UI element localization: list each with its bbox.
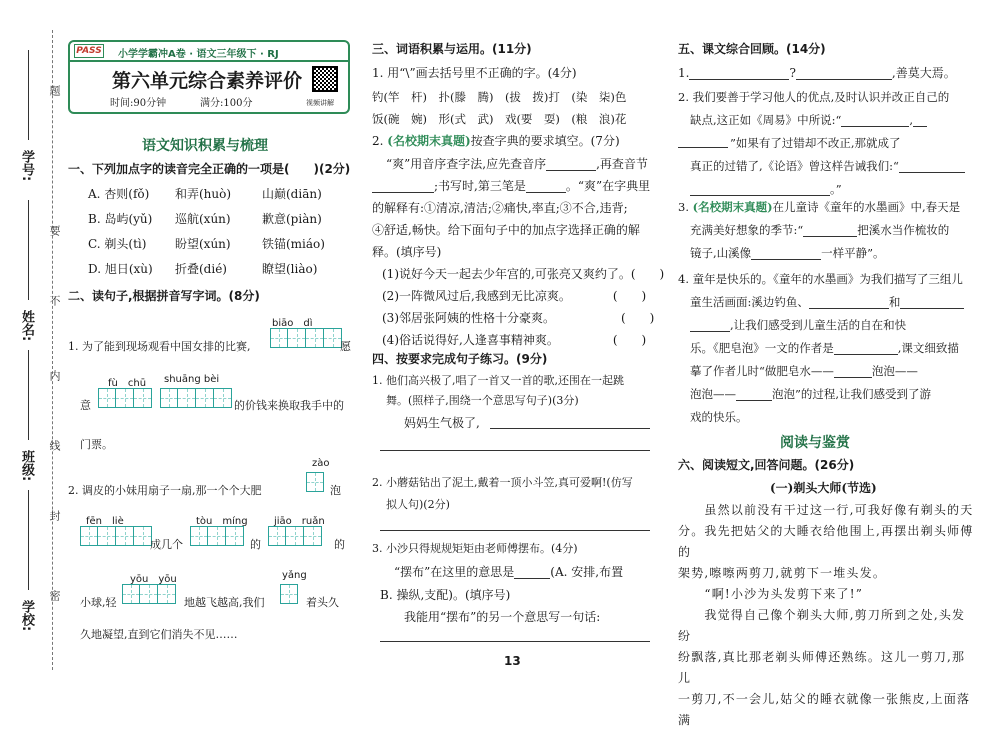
pinyin: zào [312, 458, 330, 469]
answer-blank[interactable] [526, 181, 566, 193]
answer-blank[interactable] [514, 567, 550, 579]
q5-2a: 2. 我们要善于学习他人的优点,及时认识并改正自己的 [678, 90, 950, 104]
q5-4i [690, 387, 931, 401]
video-label: 视频讲解 [306, 99, 334, 107]
writing-grid[interactable] [190, 526, 244, 546]
q1-option-a-word: 山巅(diān) [262, 187, 322, 201]
q5-3a: 3. (名校期末真题)在儿童诗《童年的水墨画》中,春天是 [678, 200, 961, 214]
class-label: 班级: [19, 450, 34, 482]
answer-blank[interactable] [834, 343, 898, 355]
text: “摆布”在这里的意思是 [394, 565, 515, 579]
q4-1c: 妈妈生气极了, [404, 416, 480, 430]
answer-line[interactable] [380, 641, 650, 642]
part-title-knowledge: 语文知识积累与梳理 [142, 138, 268, 154]
q3-2-item[interactable]: (4)俗话说得好,人逢喜事精神爽。 ( ) [382, 333, 647, 347]
q1-option-b-word: 巡航(xún) [175, 212, 231, 226]
answer-blank[interactable] [841, 115, 909, 127]
id-label: 学号: [19, 150, 34, 182]
q5-4e [690, 341, 959, 355]
q3-1-row[interactable]: 钓(竿 杆) 扑(滕 腾) (拔 拨)打 (染 柒)色 [372, 90, 627, 104]
binding-line [52, 30, 53, 670]
name-line[interactable] [28, 200, 29, 300]
q2-s1-text: 愿 [340, 340, 351, 353]
text: 1. [678, 66, 690, 80]
text: 真正的过错了,《论语》曾这样告诫我们:“ [690, 159, 899, 173]
answer-blank[interactable] [372, 181, 434, 193]
q2-s2-text: 成几个 [150, 538, 183, 551]
text: 。” [830, 182, 842, 196]
text: 缺点,这正如《周易》中所说:“ [690, 113, 842, 127]
text: 一样平静”。 [821, 246, 885, 260]
passage-line: 我觉得自己像个剃头大师,剪刀所到之处,头发纷 [678, 608, 966, 643]
passage-line: 分。我先把姑父的大睡衣给他围上,再摆出剃头师傅的 [678, 524, 974, 559]
q4-1b: 舞。(照样子,围绕一个意思写句子)(3分) [386, 394, 579, 407]
writing-grid[interactable] [122, 584, 176, 604]
q3-title: 三、词语积累与运用。(11分) [372, 42, 532, 56]
writing-grid[interactable] [98, 388, 152, 408]
q1-option-d[interactable]: D. 旭日(xù) [88, 262, 153, 276]
seal-char: 密 [48, 590, 61, 601]
text: “爽”用音序查字法,应先查音序 [386, 157, 547, 171]
text: ;书写时,第三笔是 [434, 179, 526, 193]
q2-title: 二、读句子,根据拼音写字词。(8分) [68, 289, 260, 303]
text: ,善莫大焉。 [891, 66, 956, 80]
q2-s2-text: 的 [250, 538, 261, 551]
q2-s1-text: 的价钱来换取我手中的 [234, 399, 344, 412]
answer-line[interactable] [678, 147, 728, 148]
q2-s2-text: 着头久 [306, 596, 339, 609]
text: 泡泡—— [871, 364, 918, 378]
q5-2e [690, 182, 842, 196]
text: (A. 安排,布置 [550, 565, 624, 579]
q4-2b: 拟人句)(2分) [386, 498, 450, 511]
q4-3d: B. 操纵,支配)。(填序号) [380, 588, 511, 602]
q3-1-row[interactable]: 饭(碗 婉) 形(式 武) 戏(要 耍) (粮 浪)花 [372, 112, 627, 126]
q6-title: 六、阅读短文,回答问题。(26分) [678, 458, 855, 472]
full-score: 满分:100分 [200, 98, 253, 109]
writing-grid[interactable] [306, 472, 324, 492]
q1-option-a[interactable]: A. 杏则(fǒ) [88, 187, 150, 201]
q5-1 [678, 66, 956, 80]
q1-option-b[interactable]: B. 岛屿(yǔ) [88, 212, 153, 226]
answer-blank[interactable] [834, 366, 872, 378]
seal-char: 内 [48, 370, 61, 381]
pinyin: fēn liè [86, 516, 124, 527]
q5-2b: 缺点,这正如《周易》中所说:“ , [690, 113, 927, 127]
answer-blank[interactable] [736, 389, 772, 401]
seal-char: 题 [48, 85, 61, 96]
header-rule [70, 60, 348, 62]
exam-tag: (名校期末真题) [387, 134, 471, 148]
seal-char: 封 [48, 510, 61, 521]
header-box [68, 40, 350, 114]
answer-blank[interactable] [803, 225, 857, 237]
q3-2-item[interactable]: (1)说好今天一起去少年宫的,可张亮又爽约了。( ) [382, 267, 665, 281]
writing-grid[interactable] [80, 526, 152, 546]
q1-option-b-word: 歉意(piàn) [262, 212, 322, 226]
passage-line: “啊!小沙为头发剪下来了!” [678, 587, 864, 601]
q5-3b [690, 223, 949, 237]
q2-s1-text: 1. 为了能到现场观看中国女排的比赛, [68, 340, 251, 353]
q5-3d [690, 246, 885, 260]
page-number: 13 [504, 654, 521, 668]
answer-blank[interactable] [796, 68, 892, 80]
pinyin: tòu míng [196, 516, 248, 527]
q3-2-item[interactable]: (3)邻居张阿姨的性格十分豪爽。 ( ) [382, 311, 655, 325]
text: 童生活画面:溪边钓鱼、 [690, 295, 809, 309]
q2-s2-text: 泡 [330, 484, 341, 497]
exam-tag: (名校期末真题) [692, 200, 773, 214]
q4-3e: 我能用“摆布”的另一个意思写一句话: [404, 610, 601, 624]
q1-option-a-word: 和弄(huò) [175, 187, 232, 201]
q3-2-line: 2. (名校期末真题)按查字典的要求填空。(7分) [372, 134, 620, 148]
q5-2d [690, 159, 965, 173]
class-line[interactable] [28, 350, 29, 440]
q3-2-text: 按查字典的要求填空。(7分) [470, 134, 620, 148]
q2-s2-text: 2. 调皮的小妹用扇子一扇,那一个个大肥 [68, 484, 262, 497]
name-label: 姓名: [19, 310, 34, 342]
q4-3a: 3. 小沙只得规规矩矩由老师傅摆布。(4分) [372, 542, 578, 555]
id-line[interactable] [28, 50, 29, 140]
text: 把溪水当作梳妆的 [857, 223, 950, 237]
q5-4d [690, 318, 906, 332]
q5-2c: ”如果有了过错却不改正,那就成了 [730, 136, 901, 150]
q3-2-l4: ④舒适,畅快。给下面句子中的加点字选择正确的解 [372, 223, 640, 237]
q1-option-c-word: 铁锚(miáo) [262, 237, 325, 251]
text: ? [789, 66, 796, 80]
seal-char: 要 [48, 225, 61, 236]
passage-line: 虽然以前没有干过这一行,可我好像有剃头的天 [678, 503, 974, 517]
passage-line: 架势,嚓嚓两剪刀,就剪下一堆头发。 [678, 566, 887, 580]
q2-s1-text: 意 [80, 399, 91, 412]
time-limit: 时间:90分钟 [110, 98, 167, 109]
pinyin: biāo dì [272, 318, 313, 329]
writing-grid[interactable] [160, 388, 232, 408]
passage-line: 纷飘落,真比那老剃头师傅还熟练。这儿一剪刀,那儿 [678, 650, 966, 685]
q2-s2-text: 久地凝望,直到它们消失不见…… [80, 628, 238, 641]
q5-4a: 4. 童年是快乐的。《童年的水墨画》为我们描写了三组儿 [678, 272, 963, 286]
text: ,课文细致描 [897, 341, 959, 355]
text: 。“爽”在字典里 [565, 179, 651, 193]
answer-line[interactable] [380, 530, 650, 531]
q1-option-c[interactable]: C. 剃头(tì) [88, 237, 147, 251]
q3-2-l1 [386, 157, 648, 171]
answer-blank[interactable] [809, 297, 889, 309]
text: ,再查音节 [596, 157, 648, 171]
answer-line[interactable] [490, 428, 650, 429]
q5-4g [690, 364, 918, 378]
answer-blank[interactable] [690, 320, 730, 332]
part-title-reading: 阅读与鉴赏 [780, 435, 850, 451]
text: 在儿童诗《童年的水墨画》中,春天是 [772, 200, 961, 214]
pinyin: shuāng bèi [164, 374, 220, 385]
q3-2-l3: 的解释有:①清凉,清洁;②痛快,率直;③不合,违背; [372, 201, 628, 215]
q2-s2-text: 的 [334, 538, 345, 551]
q4-title: 四、按要求完成句子练习。(9分) [372, 352, 548, 366]
text: 泡泡”的过程,让我们感受到了游 [772, 387, 932, 401]
q5-title: 五、课文综合回顾。(14分) [678, 42, 826, 56]
answer-blank[interactable] [690, 184, 830, 196]
q4-1a: 1. 他们高兴极了,唱了一首又一首的歌,还围在一起跳 [372, 374, 624, 387]
answer-blank[interactable] [913, 115, 927, 127]
pinyin: yǎng [282, 570, 307, 581]
answer-blank[interactable] [900, 297, 964, 309]
q1-option-d-word: 折叠(dié) [175, 262, 227, 276]
q1-option-c-word: 盼望(xún) [175, 237, 231, 251]
school-line[interactable] [28, 490, 29, 590]
q3-2-l2 [372, 179, 650, 193]
q4-2a: 2. 小蘑菇钻出了泥土,戴着一顶小斗笠,真可爱啊!(仿写 [372, 476, 633, 489]
series-title: 小学学霸冲A卷 · 语文三年级下 · RJ [118, 49, 279, 60]
writing-grid[interactable] [268, 526, 322, 546]
answer-blank[interactable] [751, 248, 821, 260]
pass-logo: PASS [74, 44, 104, 58]
q2-s1-text: 门票。 [80, 438, 113, 451]
text: 充满美好想象的季节:“ [690, 223, 804, 237]
answer-line[interactable] [380, 450, 650, 451]
q3-2-l5: 释。(填序号) [372, 245, 442, 259]
school-label: 学校: [19, 600, 34, 632]
text: 和 [888, 295, 901, 309]
seal-char: 线 [48, 440, 61, 451]
pinyin: jiāo ruǎn [274, 516, 325, 527]
q5-4k: 戏的快乐。 [690, 410, 748, 424]
q3-2-item[interactable]: (2)一阵微风过后,我感到无比凉爽。 ( ) [382, 289, 647, 303]
pinyin: fù chū [108, 378, 147, 389]
text: 镜子,山溪像 [690, 246, 752, 260]
q2-s2-text: 小球,轻 [80, 596, 117, 609]
passage-line: 一剪刀,不一会儿,姑父的睡衣就像一张熊皮,上面落满 [678, 692, 971, 727]
text: 摹了作者儿时“做肥皂水—— [690, 364, 834, 378]
q1-title: 一、下列加点字的读音完全正确的一项是( )(2分) [68, 162, 351, 176]
text: ,让我们感受到儿童生活的自在和快 [730, 318, 907, 332]
qr-code-icon[interactable] [312, 66, 338, 92]
text: 乐。《肥皂泡》一文的作者是 [690, 341, 834, 355]
writing-grid[interactable] [270, 328, 342, 348]
q4-3-line [394, 565, 623, 579]
q3-1: 1. 用“\”画去括号里不正确的字。(4分) [372, 66, 577, 80]
text: 泡泡—— [690, 387, 736, 401]
writing-grid[interactable] [280, 584, 298, 604]
answer-blank[interactable] [546, 159, 596, 171]
page-title: 第六单元综合素养评价 [112, 70, 303, 92]
seal-char: 不 [48, 295, 61, 306]
answer-blank[interactable] [689, 68, 789, 80]
pinyin: yōu yōu [130, 574, 177, 585]
q1-option-d-word: 瞭望(liào) [262, 262, 318, 276]
q6-subtitle: (一)剃头大师(节选) [770, 481, 877, 495]
q5-4b [690, 295, 964, 309]
answer-blank[interactable] [899, 161, 965, 173]
reading-passage [678, 500, 978, 731]
q2-s2-text: 地越飞越高,我们 [184, 596, 265, 609]
